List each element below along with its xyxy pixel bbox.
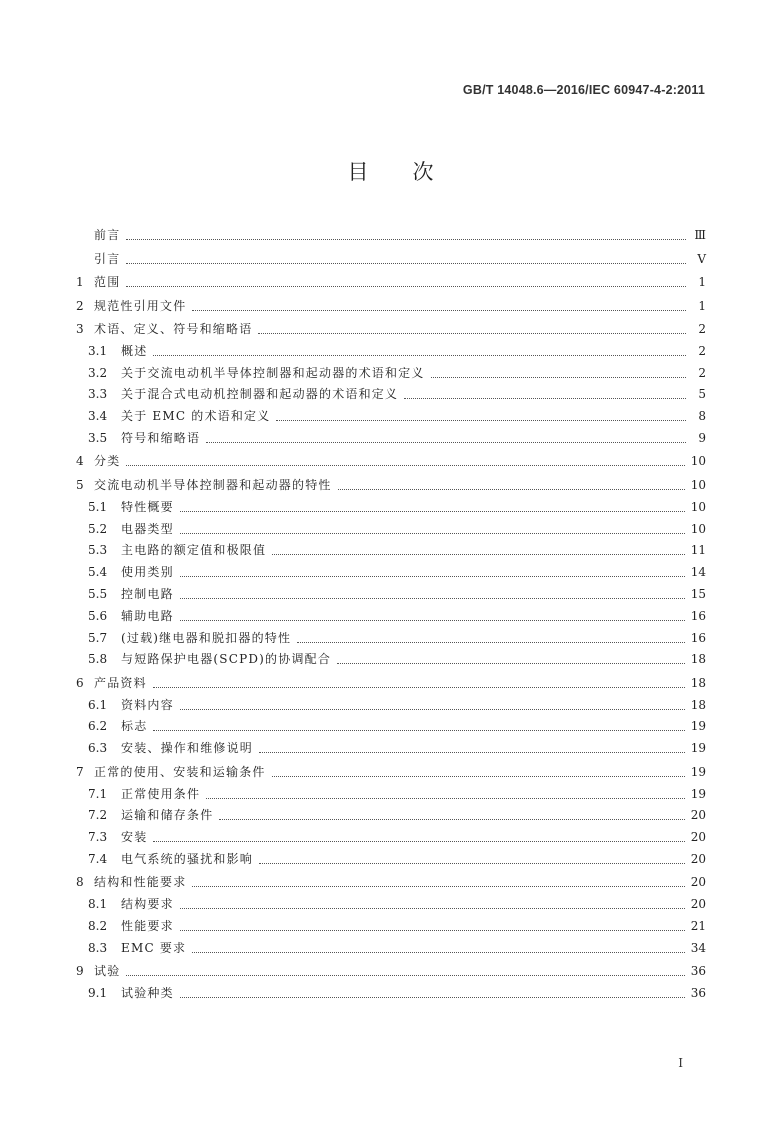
toc-entry-label: (过载)继电器和脱扣器的特性 bbox=[121, 630, 292, 645]
toc-entry-label: 资料内容 bbox=[121, 697, 174, 712]
toc-entry[interactable] bbox=[76, 829, 706, 846]
dot-leader bbox=[272, 553, 685, 555]
toc-entry-page: 19 bbox=[690, 719, 706, 734]
toc-entry-label: 正常的使用、安装和运输条件 bbox=[94, 764, 266, 779]
toc-entry-number: 4 bbox=[76, 454, 84, 469]
toc-entry-number: 3.5 bbox=[88, 430, 108, 445]
dot-leader bbox=[297, 641, 685, 643]
toc-entry-label: 分类 bbox=[94, 454, 121, 469]
dot-leader bbox=[337, 662, 685, 664]
toc-entry-page: 1 bbox=[698, 275, 706, 289]
toc-entry-label: 特性概要 bbox=[121, 499, 174, 514]
toc-entry[interactable] bbox=[76, 940, 706, 957]
toc-entry[interactable] bbox=[76, 786, 706, 803]
toc-entry-label: 电气系统的骚扰和影响 bbox=[121, 851, 254, 866]
toc-entry-page: Ⅴ bbox=[697, 251, 706, 266]
dot-leader bbox=[272, 775, 685, 777]
toc-entry-page: 20 bbox=[690, 875, 706, 890]
toc-entry-page: 18 bbox=[690, 675, 706, 690]
toc-entry-page: 20 bbox=[690, 808, 706, 823]
toc-entry-page: 5 bbox=[698, 387, 706, 402]
toc-entry[interactable] bbox=[76, 718, 706, 735]
toc-entry[interactable] bbox=[76, 697, 706, 714]
toc-entry-page: 1 bbox=[698, 298, 706, 313]
toc-entry-number: 5.7 bbox=[88, 630, 108, 645]
toc-entry[interactable] bbox=[76, 651, 706, 668]
toc-entry-number: 8.2 bbox=[88, 919, 108, 934]
toc-entry-label: 产品资料 bbox=[94, 675, 147, 690]
toc-entry-page: Ⅲ bbox=[694, 228, 706, 242]
toc-entry-label: 关于交流电动机半导体控制器和起动器的术语和定义 bbox=[121, 365, 425, 380]
dot-leader bbox=[180, 532, 685, 534]
toc-entry-number: 8.1 bbox=[88, 897, 108, 912]
toc-entry-label: 标志 bbox=[121, 719, 148, 734]
toc-entry-page: 34 bbox=[690, 940, 706, 955]
standard-code: GB/T 14048.6—2016/IEC 60947-4-2:2011 bbox=[462, 83, 705, 97]
toc-entry-number: 7.1 bbox=[88, 786, 108, 801]
toc-entry-page: 10 bbox=[690, 454, 706, 469]
toc-entry-page: 18 bbox=[690, 697, 706, 712]
toc-entry-page: 8 bbox=[698, 409, 706, 424]
toc-entry-number: 7 bbox=[76, 764, 84, 779]
toc-entry[interactable] bbox=[76, 985, 706, 1002]
toc-entry-label: 引言 bbox=[94, 251, 121, 266]
toc-entry-number: 7.2 bbox=[88, 808, 108, 823]
toc-entry-number: 3.4 bbox=[88, 409, 108, 424]
toc-entry-page: 19 bbox=[690, 741, 706, 756]
toc-entry[interactable] bbox=[76, 740, 706, 757]
toc-entry-label: 前言 bbox=[94, 228, 121, 242]
toc-entry-number: 3 bbox=[76, 322, 84, 336]
dot-leader bbox=[258, 332, 686, 334]
toc-entry-number: 8 bbox=[76, 875, 84, 890]
toc-entry-number: 6 bbox=[76, 675, 84, 690]
dot-leader bbox=[206, 797, 685, 799]
toc-entry[interactable] bbox=[76, 586, 706, 603]
toc-entry-label: 符号和缩略语 bbox=[121, 430, 201, 445]
toc-entry-label: 控制电路 bbox=[121, 586, 174, 601]
toc-entry-label: 使用类别 bbox=[121, 565, 174, 580]
toc-entry-label: 结构要求 bbox=[121, 897, 174, 912]
toc-entry[interactable] bbox=[76, 386, 706, 403]
toc-entry-label: 结构和性能要求 bbox=[94, 875, 187, 890]
dot-leader bbox=[180, 575, 685, 577]
toc-entry-number: 3.1 bbox=[88, 343, 108, 358]
toc-entry[interactable] bbox=[76, 227, 706, 244]
dot-leader bbox=[180, 996, 685, 998]
toc-entry[interactable] bbox=[76, 274, 706, 291]
toc-entry-page: 36 bbox=[690, 964, 706, 979]
toc-entry-page: 20 bbox=[690, 830, 706, 845]
toc-entry-page: 10 bbox=[690, 499, 706, 514]
toc-entry[interactable] bbox=[76, 807, 706, 824]
toc-entry[interactable] bbox=[76, 343, 706, 360]
toc-entry-number: 6.1 bbox=[88, 697, 108, 712]
toc-entry[interactable] bbox=[76, 408, 706, 425]
toc-entry-number: 7.4 bbox=[88, 851, 108, 866]
dot-leader bbox=[180, 929, 685, 931]
toc-entry-label: 安装、操作和维修说明 bbox=[121, 741, 254, 756]
toc-entry-number: 6.3 bbox=[88, 741, 108, 756]
toc-entry-label: 性能要求 bbox=[121, 919, 174, 934]
toc-entry[interactable] bbox=[76, 477, 706, 494]
toc-entry-page: 2 bbox=[698, 365, 706, 380]
dot-leader bbox=[126, 285, 686, 287]
dot-leader bbox=[180, 510, 685, 512]
dot-leader bbox=[153, 354, 686, 356]
dot-leader bbox=[180, 619, 685, 621]
toc-entry-number: 3.2 bbox=[88, 365, 108, 380]
toc-entry-number: 5.8 bbox=[88, 652, 108, 667]
toc-entry-page: 36 bbox=[690, 986, 706, 1001]
dot-leader bbox=[259, 862, 685, 864]
toc-entry-page: 11 bbox=[690, 543, 706, 558]
toc-entry[interactable] bbox=[76, 321, 706, 338]
table-of-contents bbox=[76, 227, 706, 1002]
toc-entry-page: 20 bbox=[690, 851, 706, 866]
toc-entry-page: 15 bbox=[690, 586, 706, 601]
toc-entry[interactable] bbox=[76, 630, 706, 647]
dot-leader bbox=[126, 238, 686, 240]
toc-entry-page: 2 bbox=[698, 322, 706, 336]
toc-entry-label: 概述 bbox=[121, 343, 148, 358]
dot-leader bbox=[192, 309, 686, 311]
dot-leader bbox=[206, 441, 686, 443]
toc-entry-page: 19 bbox=[690, 786, 706, 801]
dot-leader bbox=[126, 262, 686, 264]
toc-entry[interactable] bbox=[76, 675, 706, 692]
toc-entry-page: 21 bbox=[690, 919, 706, 934]
toc-entry[interactable] bbox=[76, 918, 706, 935]
toc-entry-label: 运输和储存条件 bbox=[121, 808, 214, 823]
toc-entry-number: 3.3 bbox=[88, 387, 108, 402]
dot-leader bbox=[126, 464, 684, 466]
toc-entry-label: EMC 要求 bbox=[121, 940, 187, 955]
toc-entry-label: 试验种类 bbox=[121, 986, 174, 1001]
toc-entry-number: 5.1 bbox=[88, 499, 108, 514]
toc-entry-number: 5.6 bbox=[88, 608, 108, 623]
toc-entry-label: 安装 bbox=[121, 830, 148, 845]
toc-entry-number: 6.2 bbox=[88, 719, 108, 734]
dot-leader bbox=[180, 907, 685, 909]
toc-entry[interactable] bbox=[76, 365, 706, 382]
dot-leader bbox=[126, 974, 684, 976]
dot-leader bbox=[180, 597, 685, 599]
toc-entry-label: 关于 EMC 的术语和定义 bbox=[121, 409, 271, 424]
dot-leader bbox=[338, 488, 685, 490]
toc-entry-number: 5.2 bbox=[88, 521, 108, 536]
toc-entry[interactable] bbox=[76, 564, 706, 581]
toc-entry-label: 试验 bbox=[94, 964, 121, 979]
dot-leader bbox=[404, 397, 686, 399]
toc-entry-page: 16 bbox=[690, 608, 706, 623]
dot-leader bbox=[192, 951, 684, 953]
toc-entry-label: 主电路的额定值和极限值 bbox=[121, 543, 267, 558]
page-title: 目次 bbox=[347, 160, 478, 184]
dot-leader bbox=[431, 376, 686, 378]
toc-entry-label: 关于混合式电动机控制器和起动器的术语和定义 bbox=[121, 387, 399, 402]
dot-leader bbox=[153, 840, 684, 842]
toc-entry-label: 范围 bbox=[94, 275, 121, 289]
toc-entry[interactable] bbox=[76, 764, 706, 781]
toc-entry[interactable] bbox=[76, 298, 706, 315]
toc-entry-number: 2 bbox=[76, 298, 84, 313]
toc-entry-page: 19 bbox=[690, 764, 706, 779]
toc-entry-label: 正常使用条件 bbox=[121, 786, 201, 801]
toc-entry-number: 7.3 bbox=[88, 830, 108, 845]
toc-entry-label: 电器类型 bbox=[121, 521, 174, 536]
toc-entry[interactable] bbox=[76, 499, 706, 516]
toc-entry-label: 规范性引用文件 bbox=[94, 298, 187, 313]
dot-leader bbox=[259, 751, 685, 753]
toc-entry[interactable] bbox=[76, 251, 706, 268]
toc-entry-number: 9.1 bbox=[88, 986, 108, 1001]
toc-entry[interactable] bbox=[76, 521, 706, 538]
toc-entry-number: 9 bbox=[76, 964, 84, 979]
toc-entry-page: 2 bbox=[698, 343, 706, 358]
toc-entry-number: 5.3 bbox=[88, 543, 108, 558]
toc-entry-label: 辅助电路 bbox=[121, 608, 174, 623]
toc-entry-page: 16 bbox=[690, 630, 706, 645]
page-number: I bbox=[678, 1056, 683, 1070]
toc-entry[interactable] bbox=[76, 608, 706, 625]
toc-entry-label: 交流电动机半导体控制器和起动器的特性 bbox=[94, 477, 332, 492]
toc-entry[interactable] bbox=[76, 453, 706, 470]
toc-entry-page: 18 bbox=[690, 652, 706, 667]
toc-entry[interactable] bbox=[76, 542, 706, 559]
toc-entry-page: 20 bbox=[690, 897, 706, 912]
dot-leader bbox=[153, 729, 684, 731]
toc-entry-page: 10 bbox=[690, 521, 706, 536]
toc-entry-label: 术语、定义、符号和缩略语 bbox=[94, 322, 253, 336]
dot-leader bbox=[219, 818, 684, 820]
toc-entry-label: 与短路保护电器(SCPD)的协调配合 bbox=[121, 652, 332, 667]
dot-leader bbox=[276, 419, 686, 421]
dot-leader bbox=[192, 885, 684, 887]
toc-entry-number: 8.3 bbox=[88, 940, 108, 955]
toc-entry[interactable] bbox=[76, 851, 706, 868]
toc-entry[interactable] bbox=[76, 874, 706, 891]
toc-entry[interactable] bbox=[76, 963, 706, 980]
toc-entry-page: 10 bbox=[690, 477, 706, 492]
dot-leader bbox=[153, 686, 685, 688]
toc-entry[interactable] bbox=[76, 430, 706, 447]
toc-entry[interactable] bbox=[76, 896, 706, 913]
dot-leader bbox=[180, 708, 685, 710]
toc-entry-number: 1 bbox=[76, 275, 84, 289]
toc-entry-page: 14 bbox=[690, 565, 706, 580]
toc-entry-number: 5.5 bbox=[88, 586, 108, 601]
toc-entry-page: 9 bbox=[698, 430, 706, 445]
toc-entry-number: 5 bbox=[76, 477, 84, 492]
toc-entry-number: 5.4 bbox=[88, 565, 108, 580]
